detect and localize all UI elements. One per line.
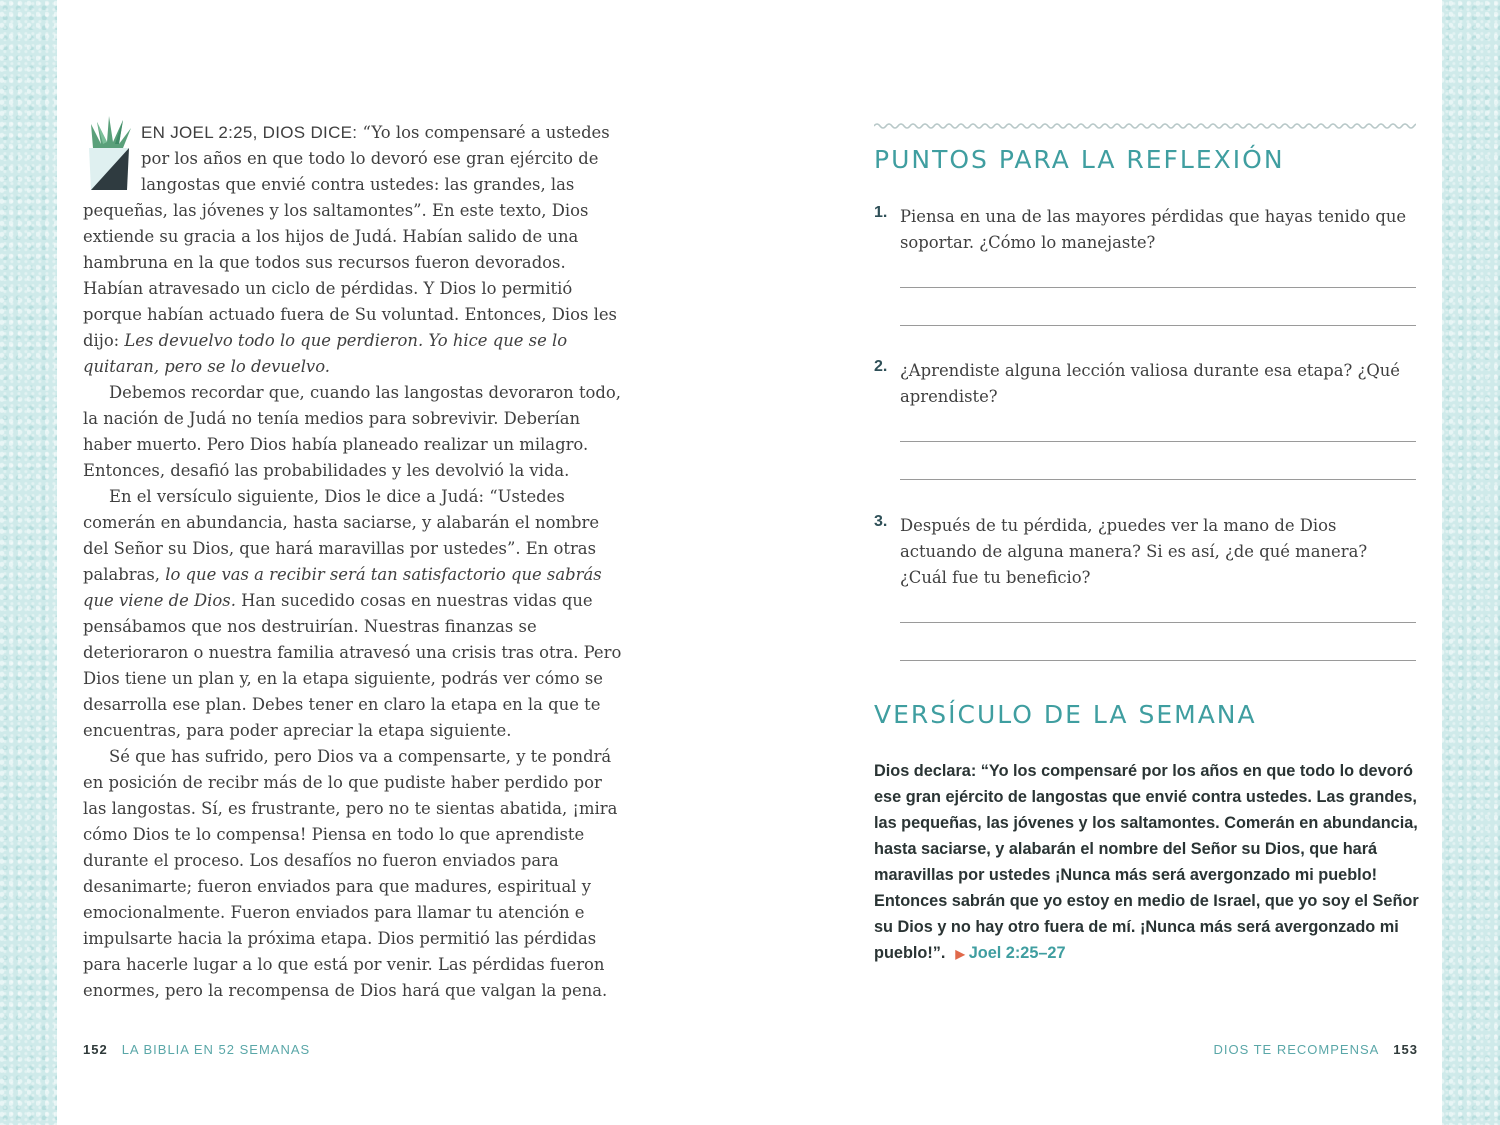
question-text: ¿Aprendiste alguna lección valiosa durante esa etapa? ¿Qué aprendiste? [900, 361, 1401, 406]
verse-reference [945, 944, 1065, 962]
answer-line[interactable] [900, 660, 1416, 661]
page-number-left: 152 [83, 1042, 108, 1057]
reflection-heading: PUNTOS PARA LA REFLEXIÓN [874, 145, 1285, 174]
paragraph-1-text: “Yo los compensaré a ustedes por los años en que todo lo devoró ese gran ejército de langostas que envié contra ustedes: las grandes, las pequeñas, las jóvenes y los saltamontes”. En este texto, Dios extiende su gracia a los hijos de Judá. Habían salido de una hambruna en la que todos sus recursos fueron devorados. Habían atravesado un ciclo de pérdidas. Y Dios lo permitió porque habían actuado fuera de Su voluntad. Entonces, Dios les dijo: [83, 123, 617, 350]
question-text: Después de tu pérdida, ¿puedes ver la mano de Dios actuando de alguna manera? Si es así, ¿de qué manera? ¿Cuál fue tu beneficio? [900, 516, 1368, 587]
answer-line[interactable] [900, 441, 1416, 442]
answer-line[interactable] [900, 479, 1416, 480]
paragraph-4: Sé que has sufrido, pero Dios va a compensarte, y te pondrá en posición de recibr más de lo que pudiste haber perdido por las langostas. Sí, es frustrante, pero no te sientas abatida, ¡mira cómo Dios te lo compensa! Piensa en todo lo que aprendiste durante el proceso. Los desafíos no fueron enviados para desanimarte; fueron enviados para que madures, espiritual y emocionalmente. Fueron enviados para llamar tu atención e impulsarte hacia la próxima etapa. Dios permitió las pérdidas para hacerle lugar a lo que está por venir. Las pérdidas fueron enormes, pero la recompensa de Dios hará que valgan la pena. [83, 747, 618, 1000]
triangle-arrow-icon: ▶ [955, 947, 965, 961]
running-head-left: LA BIBLIA EN 52 SEMANAS [121, 1042, 311, 1057]
left-footer [83, 1042, 310, 1057]
paragraph-3-italic: lo que vas a recibir será tan satisfactorio que sabrás que viene de Dios. [83, 565, 602, 610]
paragraph-1 [83, 120, 629, 380]
right-page [746, 0, 1442, 1125]
question-number: 3. [874, 513, 888, 530]
verse-body: Dios declara: “Yo los compensaré por los años en que todo lo devoró ese gran ejército de langostas que envié contra ustedes. Las grandes, las pequeñas, las jóvenes y los saltamontes. Comerán en abundancia, hasta saciarse, y alabarán el nombre del Señor su Dios, que hará maravillas por ustedes ¡Nunca más será avergonzado mi pueblo! Entonces sabrán que yo estoy en medio de Israel, que yo soy el Señor su Dios y no hay otro fuera de mí. ¡Nunca más será avergonzado mi pueblo!”. [874, 762, 1419, 962]
lead-caps: EN JOEL 2:25, DIOS DICE: [141, 123, 358, 142]
paragraph-3-text-a: En el versículo siguiente, Dios le dice a Judá: “Ustedes comerán en abundancia, hasta saciarse, y alabarán el nombre del Señor su Dios, que hará maravillas por ustedes”. En otras palabras, [83, 487, 600, 584]
left-page [57, 0, 746, 1125]
verse-text [874, 758, 1419, 967]
wavy-divider [874, 120, 1416, 132]
right-footer [1213, 1042, 1418, 1057]
answer-line[interactable] [900, 622, 1416, 623]
verse-heading: VERSÍCULO DE LA SEMANA [874, 700, 1257, 729]
page-number-right: 153 [1393, 1042, 1418, 1057]
question-1 [874, 204, 1416, 256]
question-number: 1. [874, 204, 888, 221]
paragraph-3 [83, 484, 629, 744]
paragraph-1-italic: Les devuelvo todo lo que perdieron. Yo hice que se lo quitaran, pero se lo devuelvo. [83, 331, 568, 376]
paragraph-2: Debemos recordar que, cuando las langostas devoraron todo, la nación de Judá no tenía medios para sobrevivir. Deberían haber muerto. Pero Dios había planeado realizar un milagro. Entonces, desafió las probabilidades y les devolvió la vida. [83, 383, 621, 480]
verse-reference-text: Joel 2:25–27 [968, 944, 1066, 962]
running-head-right: DIOS TE RECOMPENSA [1213, 1042, 1380, 1057]
question-2 [874, 358, 1416, 410]
answer-line[interactable] [900, 287, 1416, 288]
question-3 [874, 513, 1416, 591]
succulent-plant-icon [83, 114, 135, 194]
answer-line[interactable] [900, 325, 1416, 326]
paragraph-3-text-b: Han sucedido cosas en nuestras vidas que pensábamos que nos destruirían. Nuestras finanzas se deterioraron o nuestra familia atravesó una crisis tras otra. Pero Dios tiene un plan y, en la etapa siguiente, podrás ver cómo se desarrolla ese plan. Debes tener en claro la etapa en la que te encuentras, para poder apreciar la etapa siguiente. [83, 591, 622, 740]
question-text: Piensa en una de las mayores pérdidas que hayas tenido que soportar. ¿Cómo lo manejaste? [900, 207, 1407, 252]
question-number: 2. [874, 358, 888, 375]
main-text [83, 120, 629, 1004]
